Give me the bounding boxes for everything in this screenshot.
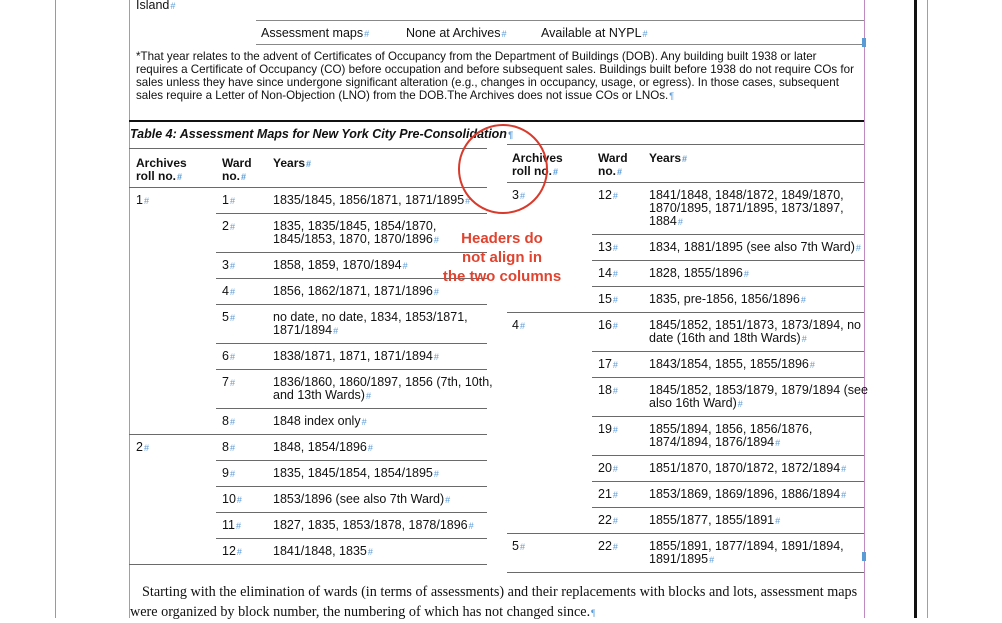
roll-number-cell: 3#: [512, 188, 525, 202]
pilcrow-icon: #: [433, 235, 439, 245]
annotation-text: Headers do not align in the two columns: [442, 230, 562, 285]
pilcrow-icon: #: [841, 464, 847, 474]
pilcrow-icon: #: [612, 269, 618, 279]
pilcrow-icon: #: [229, 443, 235, 453]
cell-marker-icon: [862, 552, 866, 561]
pilcrow-icon: #: [855, 243, 861, 253]
pilcrow-icon: #: [519, 191, 525, 201]
right-header-years: Years#: [649, 151, 688, 165]
table-bottom-rule: [129, 564, 487, 565]
pilcrow-icon: #: [229, 222, 235, 232]
ward-number-cell: 7#: [222, 375, 235, 389]
ward-number-cell: 9#: [222, 466, 235, 480]
years-cell: 1855/1891, 1877/1894, 1891/1894, 1891/1895#: [649, 539, 844, 566]
page-left-edge: [55, 0, 56, 618]
roll-number-cell: 5#: [512, 539, 525, 553]
pilcrow-icon: #: [143, 443, 149, 453]
pilcrow-icon: #: [143, 196, 149, 206]
pilcrow-icon: #: [612, 464, 618, 474]
roll-number-cell: 1#: [136, 193, 149, 207]
pilcrow-icon: #: [229, 378, 235, 388]
pilcrow-icon: #: [229, 287, 235, 297]
years-cell: 1835, pre-1856, 1856/1896#: [649, 292, 806, 306]
pilcrow-icon: #: [229, 261, 235, 271]
left-header-top-rule: [129, 148, 487, 149]
pilcrow-icon: #: [612, 516, 618, 526]
ward-number-cell: 3#: [222, 258, 235, 272]
ward-number-cell: 11#: [222, 518, 241, 532]
pilcrow-icon: #: [809, 360, 815, 370]
years-cell: 1845/1852, 1853/1879, 1879/1894 (see also 16th Ward)#: [649, 383, 868, 410]
maps-row-archives: None at Archives#: [406, 26, 507, 40]
years-cell: 1828, 1855/1896#: [649, 266, 749, 280]
years-cell: 1836/1860, 1860/1897, 1856 (7th, 10th, and 13th Wards)#: [273, 375, 493, 402]
roll-number-cell: 2#: [136, 440, 149, 454]
pilcrow-icon: #: [612, 425, 618, 435]
years-cell: 1835, 1845/1854, 1854/1895#: [273, 466, 439, 480]
pilcrow-icon: #: [775, 438, 781, 448]
pilcrow-icon: #: [519, 542, 525, 552]
pilcrow-icon: #: [737, 399, 743, 409]
ward-number-cell: 17#: [598, 357, 618, 371]
pilcrow-icon: #: [612, 490, 618, 500]
years-cell: 1848, 1854/1896#: [273, 440, 373, 454]
pilcrow-icon: #: [229, 417, 235, 427]
pilcrow-icon: #: [775, 516, 781, 526]
pilcrow-icon: #: [229, 352, 235, 362]
years-cell: 1834, 1881/1895 (see also 7th Ward)#: [649, 240, 861, 254]
roll-number-cell: 4#: [512, 318, 525, 332]
years-cell: 1827, 1835, 1853/1878, 1878/1896#: [273, 518, 474, 532]
table-caption: Table 4: Assessment Maps for New York City Pre-Consolidation¶: [130, 127, 513, 141]
ward-number-cell: 1#: [222, 193, 235, 207]
pilcrow-icon: #: [433, 352, 439, 362]
right-margin-guide: [864, 0, 865, 618]
island-text: Island#: [136, 0, 176, 12]
pilcrow-icon: #: [229, 313, 235, 323]
pilcrow-icon: #: [709, 555, 715, 565]
pilcrow-icon: #: [367, 547, 373, 557]
years-cell: 1855/1894, 1856, 1856/1876, 1874/1894, 1876/1894#: [649, 422, 813, 449]
pilcrow-icon: #: [235, 521, 241, 531]
left-header-years: Years#: [273, 156, 312, 170]
pilcrow-icon: #: [519, 321, 525, 331]
ward-number-cell: 5#: [222, 310, 235, 324]
pilcrow-icon: #: [365, 391, 371, 401]
ward-number-cell: 20#: [598, 461, 618, 475]
years-cell: 1843/1854, 1855, 1855/1896#: [649, 357, 815, 371]
years-cell: 1841/1848, 1848/1872, 1849/1870, 1870/1895, 1871/1895, 1873/1897, 1884#: [649, 188, 844, 228]
ward-number-cell: 21#: [598, 487, 618, 501]
pilcrow-icon: #: [367, 443, 373, 453]
footnote-text: *That year relates to the advent of Certificates of Occupancy from the Department of Buildings (DOB). Any building built 1938 or later requires a Certificate of Occupancy (CO) before occupation and before subsequent sales. Buildings built before 1938 do not require COs for sales unless they have since undergone significant alteration (e.g., changes in occupancy, usage, or egress). In those cases, subsequent sales require a Letter of Non-Objection (LNO) from the DOB.The Archives does not issue COs or LNOs.¶: [136, 50, 854, 102]
pilcrow-icon: #: [465, 196, 471, 206]
years-cell: 1848 index only#: [273, 414, 367, 428]
body-paragraph: Starting with the elimination of wards (in terms of assessments) and their replacements with blocks and lots, assessment maps were organized by block number, the numbering of which has not changed since.¶: [130, 584, 858, 620]
pilcrow-icon: #: [433, 469, 439, 479]
years-cell: 1835/1845, 1856/1871, 1871/1895#: [273, 193, 471, 207]
years-cell: 1856, 1862/1871, 1871/1896#: [273, 284, 439, 298]
bleed-guide: [927, 0, 928, 618]
pilcrow-icon: #: [612, 243, 618, 253]
years-cell: 1838/1871, 1871, 1871/1894#: [273, 349, 439, 363]
ward-number-cell: 16#: [598, 318, 618, 332]
pilcrow-icon: #: [677, 217, 683, 227]
pilcrow-icon: #: [236, 547, 242, 557]
ward-number-cell: 14#: [598, 266, 618, 280]
pilcrow-icon: #: [612, 360, 618, 370]
pilcrow-icon: #: [361, 417, 367, 427]
years-cell: no date, no date, 1834, 1853/1871, 1871/1894#: [273, 310, 468, 337]
pilcrow-icon: #: [612, 321, 618, 331]
right-header-roll: Archives roll no.#: [512, 151, 563, 178]
ward-number-cell: 12#: [598, 188, 618, 202]
maps-row-bottom-rule: [256, 44, 864, 45]
pilcrow-icon: #: [236, 495, 242, 505]
ward-number-cell: 18#: [598, 383, 618, 397]
ward-number-cell: 8#: [222, 414, 235, 428]
ward-number-cell: 6#: [222, 349, 235, 363]
pilcrow-icon: #: [612, 542, 618, 552]
annotation-circle: [458, 124, 548, 214]
pilcrow-icon: #: [801, 334, 807, 344]
maps-row-label: Assessment maps#: [261, 26, 370, 40]
cell-marker-icon: [862, 38, 866, 47]
pilcrow-icon: #: [402, 261, 408, 271]
top-row-rule: [256, 20, 864, 21]
pilcrow-icon: #: [229, 469, 235, 479]
years-cell: 1835, 1835/1845, 1854/1870, 1845/1853, 1870, 1870/1896#: [273, 219, 439, 246]
ward-number-cell: 8#: [222, 440, 235, 454]
left-header-roll: Archives roll no.#: [136, 156, 187, 183]
ward-number-cell: 4#: [222, 284, 235, 298]
ward-number-cell: 19#: [598, 422, 618, 436]
pilcrow-icon: #: [612, 191, 618, 201]
pilcrow-icon: #: [445, 495, 451, 505]
ward-number-cell: 15#: [598, 292, 618, 306]
years-cell: 1851/1870, 1870/1872, 1872/1894#: [649, 461, 847, 475]
years-cell: 1855/1877, 1855/1891#: [649, 513, 781, 527]
pilcrow-icon: #: [468, 521, 474, 531]
years-cell: 1853/1869, 1869/1896, 1886/1894#: [649, 487, 847, 501]
ward-number-cell: 13#: [598, 240, 618, 254]
pilcrow-icon: #: [841, 490, 847, 500]
years-cell: 1853/1896 (see also 7th Ward)#: [273, 492, 451, 506]
ward-number-cell: 22#: [598, 513, 618, 527]
right-header-ward: Ward no.#: [598, 151, 628, 178]
table-top-rule: [129, 120, 864, 122]
ward-number-cell: 2#: [222, 219, 235, 233]
page-right-edge: [914, 0, 917, 618]
pilcrow-icon: #: [333, 326, 339, 336]
left-header-ward: Ward no.#: [222, 156, 252, 183]
maps-row-nypl: Available at NYPL#: [541, 26, 648, 40]
years-cell: 1841/1848, 1835#: [273, 544, 373, 558]
ward-number-cell: 22#: [598, 539, 618, 553]
pilcrow-icon: #: [743, 269, 749, 279]
years-cell: 1845/1852, 1851/1873, 1873/1894, no date (16th and 18th Wards)#: [649, 318, 862, 345]
right-header-top-rule: [507, 144, 864, 145]
ward-number-cell: 10#: [222, 492, 242, 506]
pilcrow-icon: #: [612, 295, 618, 305]
pilcrow-icon: #: [433, 287, 439, 297]
pilcrow-icon: #: [612, 386, 618, 396]
table-bottom-rule: [507, 572, 864, 573]
ward-number-cell: 12#: [222, 544, 242, 558]
pilcrow-icon: #: [229, 196, 235, 206]
years-cell: 1858, 1859, 1870/1894#: [273, 258, 408, 272]
pilcrow-icon: #: [800, 295, 806, 305]
